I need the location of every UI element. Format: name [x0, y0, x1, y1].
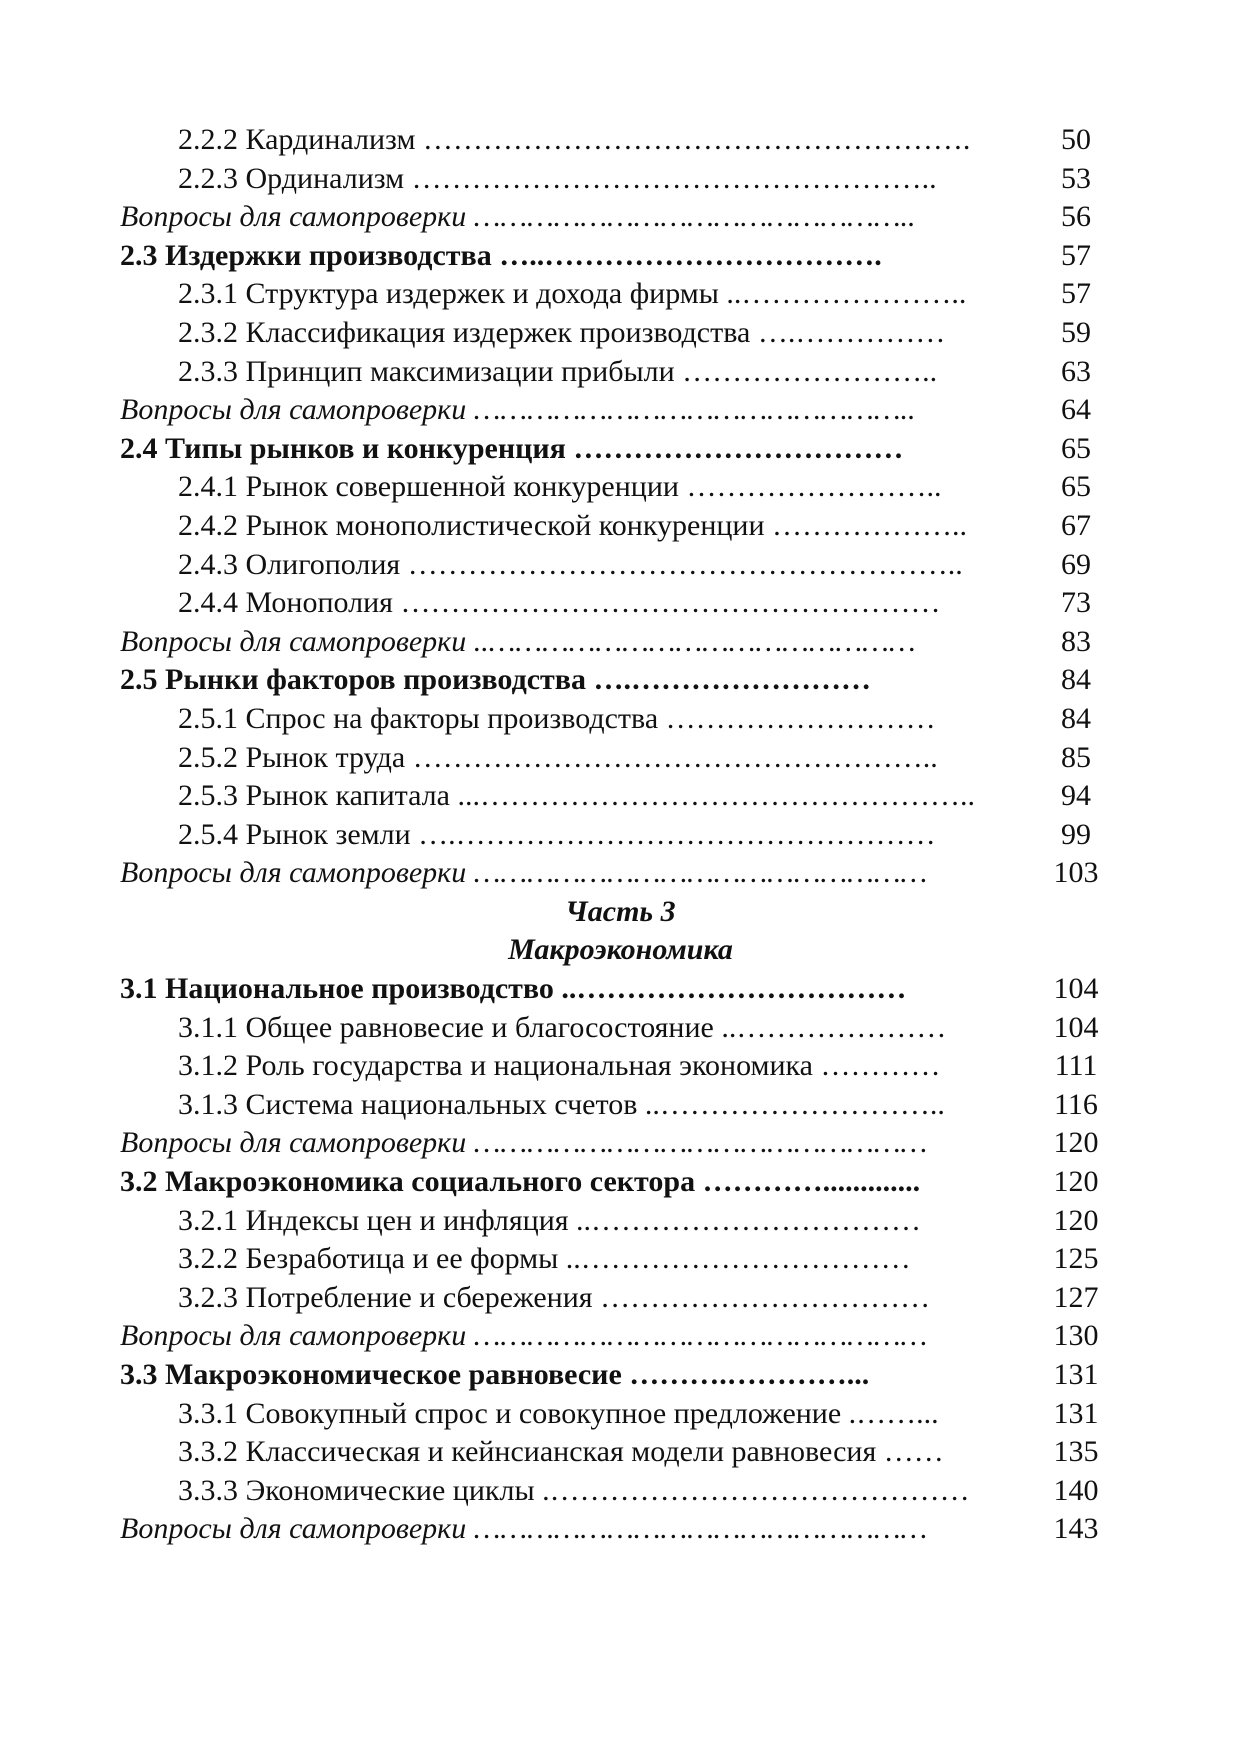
toc-entry: [0, 1047, 1241, 1086]
toc-entry-page: 85: [1061, 740, 1091, 774]
toc-entry-title: Вопросы для самопроверки …………………………………………..: [120, 393, 916, 427]
toc-entry-page: 53: [1061, 161, 1091, 195]
toc-entry-title: 2.5 Рынки факторов производства ….……………………: [120, 663, 871, 697]
toc-entry-page: 127: [1053, 1280, 1099, 1314]
toc-entry-title: Вопросы для самопроверки ……………………………………………: [120, 1512, 928, 1546]
toc-entry-title: 2.3 Издержки производства …..…………………………….: [120, 238, 882, 272]
toc-entry-page: 103: [1053, 856, 1099, 890]
toc-entry-title: 3.2.1 Индексы цен и инфляция ..……………………………: [178, 1203, 922, 1237]
toc-entry-page: 50: [1061, 123, 1091, 156]
toc-entry-title: Вопросы для самопроверки ……………………………………………: [120, 1319, 928, 1353]
toc-entry-page: 65: [1061, 470, 1091, 504]
toc-entry: [0, 391, 1241, 430]
toc-entry-page: 83: [1061, 624, 1091, 658]
toc-entry-page: 73: [1061, 586, 1091, 620]
toc-entry: [0, 1240, 1241, 1279]
toc-entry-page: 57: [1061, 238, 1091, 272]
toc-entry: [0, 1202, 1241, 1241]
toc-entry-title: 3.1.3 Система национальных счетов ..………………………..: [178, 1087, 945, 1121]
toc-entry-title: 2.5.2 Рынок труда ……………………………………………..: [178, 740, 938, 774]
toc-entry-title: 2.5.3 Рынок капитала ...…………………………………………..: [178, 779, 975, 813]
toc-entry-title: 2.4.2 Рынок монополистической конкуренции ………………..: [178, 508, 968, 542]
toc-entry-title: Часть 3: [565, 894, 676, 928]
toc-entry-page: 140: [1053, 1473, 1099, 1507]
toc-entry-title: 2.2.3 Ординализм ……………………………………………..: [178, 161, 937, 195]
toc-entry-page: 63: [1061, 354, 1091, 388]
toc-entry: [0, 854, 1241, 893]
toc-entry: [0, 237, 1241, 276]
toc-entry-title: 3.2.2 Безработица и ее формы ..……………………………: [178, 1242, 911, 1276]
toc-entry: [0, 777, 1241, 816]
toc-entry-page: 120: [1053, 1126, 1099, 1160]
toc-entry: [0, 970, 1241, 1009]
toc-entry-title: 3.1.2 Роль государства и национальная экономика …………: [178, 1049, 941, 1083]
toc-entry-page: 131: [1053, 1358, 1099, 1391]
toc-entry-page: 104: [1053, 1010, 1099, 1044]
part-heading: [0, 931, 1241, 970]
toc-entry-page: 56: [1061, 200, 1091, 234]
toc-entry-title: 2.3.2 Классификация издержек производства ….……………: [178, 315, 946, 349]
toc-entry: [0, 160, 1241, 199]
toc-entry-page: 69: [1061, 547, 1091, 581]
toc-entry: [0, 353, 1241, 392]
toc-entry: [0, 623, 1241, 662]
toc-entry: [0, 1472, 1241, 1511]
toc-entry-title: 2.4.4 Монополия ………………………………………………: [178, 586, 941, 620]
toc-entry: [0, 1279, 1241, 1318]
toc-entry-page: 135: [1053, 1435, 1099, 1469]
toc-entry: [0, 507, 1241, 546]
toc-entry-page: 64: [1061, 393, 1091, 427]
toc-entry-title: 2.3.1 Структура издержек и дохода фирмы ..…………………..: [178, 277, 967, 311]
toc-entry-page: 116: [1054, 1087, 1098, 1121]
toc-entry: [0, 1124, 1241, 1163]
toc-entry-title: 3.2.3 Потребление и сбережения ……………………………: [178, 1280, 931, 1314]
table-of-contents: [0, 121, 1241, 1549]
toc-entry: [0, 1510, 1241, 1549]
toc-entry: [0, 700, 1241, 739]
toc-entry: [0, 1356, 1241, 1395]
toc-entry-title: 3.2 Макроэкономика социального сектора ………….............: [120, 1165, 921, 1199]
toc-entry-page: 84: [1061, 663, 1091, 697]
toc-entry-title: Вопросы для самопроверки ……………………………………………: [120, 856, 928, 890]
toc-entry-page: 99: [1061, 817, 1091, 851]
toc-entry: [0, 816, 1241, 855]
toc-entry: [0, 1163, 1241, 1202]
toc-entry: [0, 430, 1241, 469]
toc-entry-title: 2.2.2 Кардинализм ……………………………………………….: [178, 123, 971, 156]
toc-entry: [0, 1317, 1241, 1356]
toc-entry: [0, 1086, 1241, 1125]
toc-entry-page: 120: [1053, 1203, 1099, 1237]
toc-entry: [0, 314, 1241, 353]
toc-entry-title: 3.1 Национальное производство ..……………………………: [120, 972, 907, 1006]
toc-entry-page: 57: [1061, 277, 1091, 311]
toc-entry: [0, 275, 1241, 314]
toc-entry: [0, 1433, 1241, 1472]
toc-entry-title: 2.4 Типы рынков и конкуренция ……………………………: [120, 431, 904, 465]
toc-entry-title: Вопросы для самопроверки …………………………………………..: [120, 200, 916, 234]
toc-entry-page: 125: [1053, 1242, 1099, 1276]
toc-entry-title: 2.4.1 Рынок совершенной конкуренции ……………………..: [178, 470, 942, 504]
toc-entry-page: 120: [1053, 1165, 1099, 1199]
toc-entry-page: 65: [1061, 431, 1091, 465]
toc-entry-page: 84: [1061, 701, 1091, 735]
toc-entry: [0, 468, 1241, 507]
toc-entry-title: 2.5.4 Рынок земли ….…………………………………………: [178, 817, 936, 851]
toc-entry-title: 3.3.3 Экономические циклы .……………………………………: [178, 1473, 970, 1507]
toc-entry: [0, 584, 1241, 623]
toc-entry-page: 111: [1054, 1049, 1098, 1083]
toc-entry: [0, 661, 1241, 700]
toc-entry-page: 143: [1053, 1512, 1099, 1546]
toc-entry-page: 104: [1053, 972, 1099, 1006]
part-heading: [0, 893, 1241, 932]
toc-entry-title: Вопросы для самопроверки ……………………………………………: [120, 1126, 928, 1160]
toc-entry-title: Вопросы для самопроверки ..…………………………………………: [120, 624, 916, 658]
toc-entry-title: 2.4.3 Олигополия ………………………………………………..: [178, 547, 963, 581]
toc-entry-page: 130: [1053, 1319, 1099, 1353]
toc-entry-title: 3.3.1 Совокупный спрос и совокупное предложение .……...: [178, 1396, 939, 1430]
toc-entry: [0, 1009, 1241, 1048]
toc-entry-title: 3.3 Макроэкономическое равновесие ……….…………...: [120, 1358, 870, 1391]
toc-entry: [0, 121, 1241, 160]
toc-entry: [0, 739, 1241, 778]
toc-entry-title: 3.3.2 Классическая и кейнсианская модели равновесия ……: [178, 1435, 944, 1469]
toc-entry: [0, 1395, 1241, 1434]
toc-entry-title: 2.3.3 Принцип максимизации прибыли ……………………..: [178, 354, 938, 388]
toc-entry-page: 131: [1053, 1396, 1099, 1430]
toc-entry-title: 3.1.1 Общее равновесие и благосостояние ..…………………: [178, 1010, 947, 1044]
toc-entry-page: 94: [1061, 779, 1091, 813]
toc-entry-title: Макроэкономика: [508, 933, 733, 967]
toc-entry-page: 59: [1061, 315, 1091, 349]
toc-entry-page: 67: [1061, 508, 1091, 542]
toc-entry: [0, 198, 1241, 237]
toc-entry: [0, 546, 1241, 585]
toc-entry-title: 2.5.1 Спрос на факторы производства ………………………: [178, 701, 936, 735]
